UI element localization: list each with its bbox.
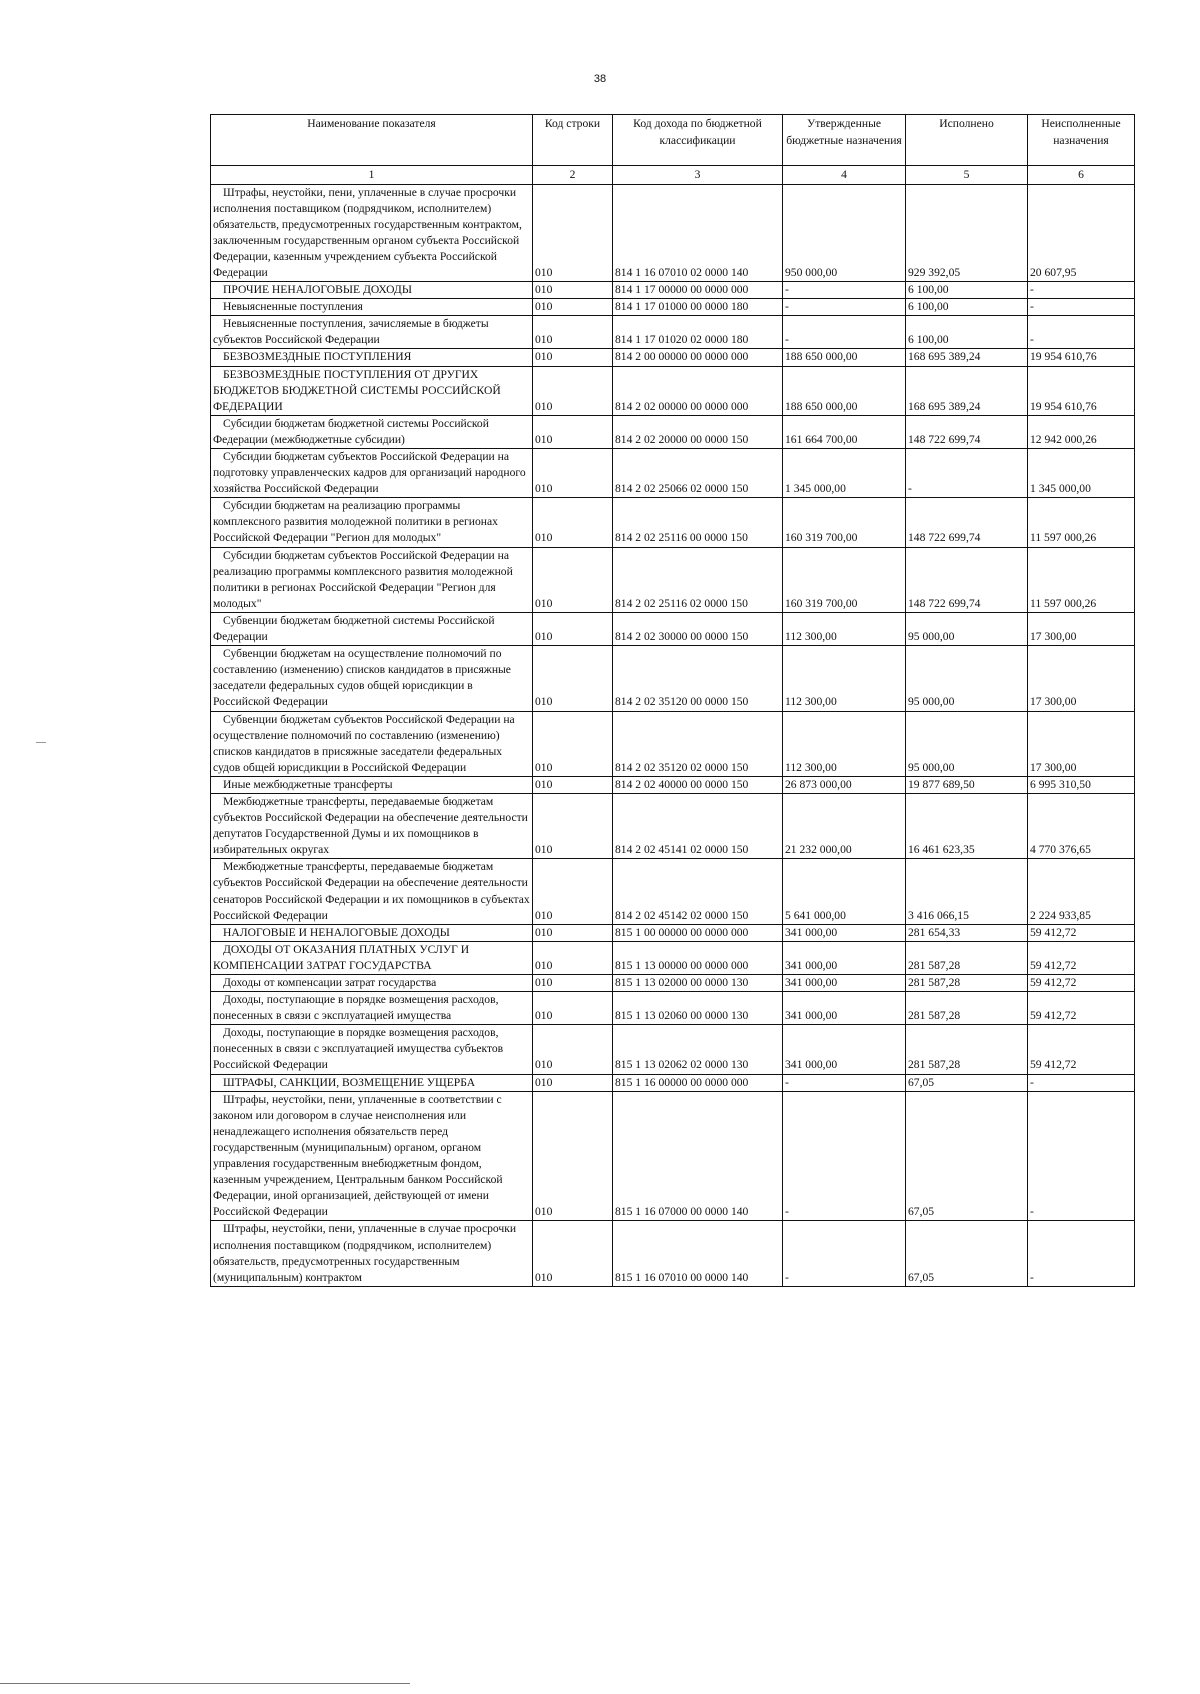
- row-name: [211, 1091, 533, 1221]
- row-line-code: 010: [533, 299, 613, 316]
- row-executed: 95 000,00: [906, 711, 1028, 776]
- header-row: [211, 115, 1135, 166]
- row-executed: 6 100,00: [906, 282, 1028, 299]
- row-line-code: 010: [533, 924, 613, 941]
- table-row: [211, 282, 1135, 299]
- table-row: [211, 924, 1135, 941]
- row-name: [211, 282, 533, 299]
- row-name-text: Штрафы, неустойки, пени, уплаченные в соответствии с законом или договором в случае неисполнения или ненадлежащего исполнения обязательств перед государственным (муниципальным) органом, органом управления государственным внебюджетным фондом, казенным учреждением, Центральным банком Российской Федерации, иной организацией, действующей от имени Российской Федерации: [213, 1092, 503, 1219]
- row-line-code: 010: [533, 646, 613, 711]
- row-name: [211, 776, 533, 793]
- row-approved: -: [783, 1074, 906, 1091]
- row-executed: 16 461 623,35: [906, 793, 1028, 858]
- column-number-row: [211, 166, 1135, 185]
- row-name-text: Субвенции бюджетам бюджетной системы Российской Федерации: [213, 613, 495, 644]
- row-unexecuted: 20 607,95: [1028, 184, 1135, 282]
- row-name-text: Субвенции бюджетам субъектов Российской Федерации на осуществление полномочий по составлению (изменению) списков кандидатов в присяжные заседатели федеральных судов общей юрисдикции в Российской Федерации: [213, 712, 515, 774]
- table-row: [211, 1074, 1135, 1091]
- table-row: [211, 859, 1135, 924]
- row-approved: 341 000,00: [783, 1025, 906, 1074]
- row-approved: -: [783, 282, 906, 299]
- row-approved: -: [783, 1091, 906, 1221]
- row-name-text: Субсидии бюджетам на реализацию программы комплексного развития молодежной политики в регионах Российской Федерации "Регион для молодых": [213, 499, 498, 545]
- row-executed: 148 722 699,74: [906, 415, 1028, 448]
- row-line-code: 010: [533, 711, 613, 776]
- row-approved: 341 000,00: [783, 941, 906, 974]
- table-row: [211, 992, 1135, 1025]
- row-approved: -: [783, 316, 906, 349]
- row-unexecuted: 19 954 610,76: [1028, 366, 1135, 415]
- row-name-text: БЕЗВОЗМЕЗДНЫЕ ПОСТУПЛЕНИЯ ОТ ДРУГИХ БЮДЖЕТОВ БЮДЖЕТНОЙ СИСТЕМЫ РОССИЙСКОЙ ФЕДЕРАЦИИ: [213, 367, 501, 413]
- row-line-code: 010: [533, 992, 613, 1025]
- row-name: [211, 793, 533, 858]
- row-name: [211, 975, 533, 992]
- table-row: [211, 646, 1135, 711]
- row-executed: 929 392,05: [906, 184, 1028, 282]
- row-income-code: 815 1 00 00000 00 0000 000: [613, 924, 783, 941]
- scan-artifact: [0, 1683, 410, 1684]
- row-approved: 26 873 000,00: [783, 776, 906, 793]
- row-unexecuted: -: [1028, 1091, 1135, 1221]
- row-executed: 19 877 689,50: [906, 776, 1028, 793]
- table-row: [211, 184, 1135, 282]
- row-unexecuted: 17 300,00: [1028, 646, 1135, 711]
- row-approved: 21 232 000,00: [783, 793, 906, 858]
- row-unexecuted: -: [1028, 1074, 1135, 1091]
- row-name-text: БЕЗВОЗМЕЗДНЫЕ ПОСТУПЛЕНИЯ: [223, 350, 412, 364]
- column-header: Код дохода по бюджетной классификации: [613, 115, 783, 166]
- row-approved: 160 319 700,00: [783, 498, 906, 547]
- row-name-text: ДОХОДЫ ОТ ОКАЗАНИЯ ПЛАТНЫХ УСЛУГ И КОМПЕНСАЦИИ ЗАТРАТ ГОСУДАРСТВА: [213, 942, 470, 972]
- table-row: [211, 612, 1135, 645]
- row-line-code: 010: [533, 1025, 613, 1074]
- row-approved: 341 000,00: [783, 924, 906, 941]
- row-approved: 188 650 000,00: [783, 349, 906, 366]
- table-row: [211, 349, 1135, 366]
- row-line-code: 010: [533, 975, 613, 992]
- row-executed: 148 722 699,74: [906, 547, 1028, 612]
- row-name-text: Межбюджетные трансферты, передаваемые бюджетам субъектов Российской Федерации на обеспечение деятельности депутатов Государственной Думы и их помощников в избирательных округах: [213, 794, 528, 857]
- row-name-text: Субвенции бюджетам на осуществление полномочий по составлению (изменению) списков кандидатов в присяжные заседатели федеральных судов общей юрисдикции в Российской Федерации: [213, 647, 511, 709]
- row-income-code: 814 2 02 45141 02 0000 150: [613, 793, 783, 858]
- row-income-code: 814 2 02 30000 00 0000 150: [613, 612, 783, 645]
- row-name: [211, 1221, 533, 1286]
- table-row: [211, 366, 1135, 415]
- row-income-code: 815 1 13 02062 02 0000 130: [613, 1025, 783, 1074]
- report-body: [211, 184, 1135, 1286]
- income-report-table: [210, 114, 1135, 1287]
- row-approved: 950 000,00: [783, 184, 906, 282]
- row-name-text: Доходы, поступающие в порядке возмещения расходов, понесенных в связи с эксплуатацией имущества: [213, 993, 499, 1023]
- row-income-code: 815 1 13 00000 00 0000 000: [613, 941, 783, 974]
- table-row: [211, 975, 1135, 992]
- row-line-code: 010: [533, 449, 613, 498]
- row-income-code: 814 1 17 00000 00 0000 000: [613, 282, 783, 299]
- row-income-code: 814 1 17 01000 00 0000 180: [613, 299, 783, 316]
- row-name: [211, 415, 533, 448]
- table-row: [211, 316, 1135, 349]
- row-executed: 168 695 389,24: [906, 349, 1028, 366]
- row-executed: 281 587,28: [906, 1025, 1028, 1074]
- row-line-code: 010: [533, 1074, 613, 1091]
- column-number: 3: [613, 166, 783, 185]
- row-income-code: 814 2 00 00000 00 0000 000: [613, 349, 783, 366]
- row-line-code: 010: [533, 776, 613, 793]
- row-name: [211, 711, 533, 776]
- row-income-code: 814 1 17 01020 02 0000 180: [613, 316, 783, 349]
- row-executed: 95 000,00: [906, 612, 1028, 645]
- row-approved: 188 650 000,00: [783, 366, 906, 415]
- row-executed: 67,05: [906, 1091, 1028, 1221]
- row-unexecuted: -: [1028, 282, 1135, 299]
- row-unexecuted: 59 412,72: [1028, 941, 1135, 974]
- row-income-code: 814 1 16 07010 02 0000 140: [613, 184, 783, 282]
- column-number: 4: [783, 166, 906, 185]
- row-executed: 6 100,00: [906, 299, 1028, 316]
- row-executed: 95 000,00: [906, 646, 1028, 711]
- row-line-code: 010: [533, 1221, 613, 1286]
- row-name: [211, 299, 533, 316]
- row-name: [211, 498, 533, 547]
- row-line-code: 010: [533, 941, 613, 974]
- row-unexecuted: 12 942 000,26: [1028, 415, 1135, 448]
- row-name: [211, 449, 533, 498]
- row-executed: 281 587,28: [906, 992, 1028, 1025]
- column-number: 1: [211, 166, 533, 185]
- table-row: [211, 299, 1135, 316]
- table-row: [211, 415, 1135, 448]
- row-unexecuted: -: [1028, 299, 1135, 316]
- row-name-text: Субсидии бюджетам субъектов Российской Федерации на реализацию программы комплексного развития молодежной политики в регионах Российской Федерации "Регион для молодых": [213, 548, 513, 610]
- row-name-text: НАЛОГОВЫЕ И НЕНАЛОГОВЫЕ ДОХОДЫ: [223, 925, 450, 939]
- table-row: [211, 547, 1135, 612]
- row-name: [211, 316, 533, 349]
- row-unexecuted: 6 995 310,50: [1028, 776, 1135, 793]
- table-row: [211, 1025, 1135, 1074]
- row-executed: 67,05: [906, 1074, 1028, 1091]
- row-income-code: 814 2 02 00000 00 0000 000: [613, 366, 783, 415]
- row-name-text: Невыясненные поступления, зачисляемые в бюджеты субъектов Российской Федерации: [213, 317, 489, 347]
- row-unexecuted: -: [1028, 316, 1135, 349]
- row-executed: 281 587,28: [906, 941, 1028, 974]
- row-line-code: 010: [533, 316, 613, 349]
- column-header: Код строки: [533, 115, 613, 166]
- row-income-code: 814 2 02 25116 02 0000 150: [613, 547, 783, 612]
- column-number: 2: [533, 166, 613, 185]
- row-name: [211, 547, 533, 612]
- row-executed: 3 416 066,15: [906, 859, 1028, 924]
- row-line-code: 010: [533, 859, 613, 924]
- row-executed: 67,05: [906, 1221, 1028, 1286]
- row-line-code: 010: [533, 547, 613, 612]
- row-approved: 112 300,00: [783, 646, 906, 711]
- row-line-code: 010: [533, 415, 613, 448]
- table-row: [211, 449, 1135, 498]
- row-income-code: 815 1 13 02000 00 0000 130: [613, 975, 783, 992]
- row-income-code: 814 2 02 35120 00 0000 150: [613, 646, 783, 711]
- row-unexecuted: 1 345 000,00: [1028, 449, 1135, 498]
- row-name: [211, 992, 533, 1025]
- row-unexecuted: 17 300,00: [1028, 612, 1135, 645]
- row-approved: 161 664 700,00: [783, 415, 906, 448]
- scan-artifact: [36, 742, 46, 743]
- row-line-code: 010: [533, 184, 613, 282]
- row-unexecuted: 59 412,72: [1028, 992, 1135, 1025]
- row-approved: 112 300,00: [783, 612, 906, 645]
- row-unexecuted: 59 412,72: [1028, 975, 1135, 992]
- row-name: [211, 924, 533, 941]
- row-executed: 6 100,00: [906, 316, 1028, 349]
- row-name-text: Доходы, поступающие в порядке возмещения расходов, понесенных в связи с эксплуатацией имущества субъектов Российской Федерации: [213, 1026, 504, 1072]
- row-name: [211, 646, 533, 711]
- row-income-code: 814 2 02 35120 02 0000 150: [613, 711, 783, 776]
- row-unexecuted: 59 412,72: [1028, 924, 1135, 941]
- row-name: [211, 1025, 533, 1074]
- row-approved: -: [783, 1221, 906, 1286]
- row-line-code: 010: [533, 282, 613, 299]
- row-line-code: 010: [533, 498, 613, 547]
- table-row: [211, 1221, 1135, 1286]
- row-executed: 281 654,33: [906, 924, 1028, 941]
- row-income-code: 814 2 02 40000 00 0000 150: [613, 776, 783, 793]
- row-line-code: 010: [533, 793, 613, 858]
- row-name: [211, 612, 533, 645]
- column-header: Наименование показателя: [211, 115, 533, 166]
- column-header: Неисполненные назначения: [1028, 115, 1135, 166]
- row-name: [211, 941, 533, 974]
- row-unexecuted: 2 224 933,85: [1028, 859, 1135, 924]
- row-name-text: ШТРАФЫ, САНКЦИИ, ВОЗМЕЩЕНИЕ УЩЕРБА: [223, 1075, 476, 1089]
- row-unexecuted: 59 412,72: [1028, 1025, 1135, 1074]
- column-header: Исполнено: [906, 115, 1028, 166]
- page-number: 38: [593, 73, 607, 85]
- row-name-text: Иные межбюджетные трансферты: [223, 777, 393, 791]
- row-unexecuted: 17 300,00: [1028, 711, 1135, 776]
- table-row: [211, 1091, 1135, 1221]
- table-row: [211, 776, 1135, 793]
- row-name-text: ПРОЧИЕ НЕНАЛОГОВЫЕ ДОХОДЫ: [223, 283, 412, 297]
- row-name: [211, 184, 533, 282]
- row-income-code: 815 1 13 02060 00 0000 130: [613, 992, 783, 1025]
- row-name-text: Штрафы, неустойки, пени, уплаченные в случае просрочки исполнения поставщиком (подрядчиком, исполнителем) обязательств, предусмотренных государственным контрактом, заключенным государственным органом субъекта Российской Федерации, казенным учреждением субъекта Российской Федерации: [213, 185, 522, 279]
- row-income-code: 814 2 02 20000 00 0000 150: [613, 415, 783, 448]
- row-executed: 281 587,28: [906, 975, 1028, 992]
- row-approved: 341 000,00: [783, 992, 906, 1025]
- table-row: [211, 498, 1135, 547]
- row-approved: -: [783, 299, 906, 316]
- row-income-code: 815 1 16 00000 00 0000 000: [613, 1074, 783, 1091]
- row-name-text: Доходы от компенсации затрат государства: [223, 976, 437, 989]
- row-approved: 112 300,00: [783, 711, 906, 776]
- row-line-code: 010: [533, 1091, 613, 1221]
- row-income-code: 814 2 02 25066 02 0000 150: [613, 449, 783, 498]
- row-approved: 341 000,00: [783, 975, 906, 992]
- row-line-code: 010: [533, 366, 613, 415]
- row-name-text: Штрафы, неустойки, пени, уплаченные в случае просрочки исполнения поставщиком (подрядчиком, исполнителем) обязательств, предусмотренных государственным (муниципальным) контрактом: [213, 1222, 517, 1284]
- row-approved: 1 345 000,00: [783, 449, 906, 498]
- row-name: [211, 349, 533, 366]
- row-line-code: 010: [533, 612, 613, 645]
- row-name: [211, 1074, 533, 1091]
- row-executed: 148 722 699,74: [906, 498, 1028, 547]
- row-unexecuted: 11 597 000,26: [1028, 498, 1135, 547]
- row-name: [211, 366, 533, 415]
- column-number: 5: [906, 166, 1028, 185]
- row-name-text: Субсидии бюджетам бюджетной системы Российской Федерации (межбюджетные субсидии): [213, 416, 489, 446]
- row-unexecuted: 11 597 000,26: [1028, 547, 1135, 612]
- row-name-text: Субсидии бюджетам субъектов Российской Федерации на подготовку управленческих кадров для организаций народного хозяйства Российской Федерации: [213, 450, 526, 496]
- row-approved: 5 641 000,00: [783, 859, 906, 924]
- table-row: [211, 711, 1135, 776]
- column-header: Утвержденные бюджетные назначения: [783, 115, 906, 166]
- column-number: 6: [1028, 166, 1135, 185]
- row-executed: -: [906, 449, 1028, 498]
- row-name-text: Невыясненные поступления: [223, 300, 363, 314]
- row-approved: 160 319 700,00: [783, 547, 906, 612]
- row-executed: 168 695 389,24: [906, 366, 1028, 415]
- row-unexecuted: -: [1028, 1221, 1135, 1286]
- table-row: [211, 793, 1135, 858]
- row-income-code: 814 2 02 45142 02 0000 150: [613, 859, 783, 924]
- row-income-code: 815 1 16 07000 00 0000 140: [613, 1091, 783, 1221]
- row-name-text: Межбюджетные трансферты, передаваемые бюджетам субъектов Российской Федерации на обеспечение деятельности сенаторов Российской Федерации и их помощников в субъектах Российской Федерации: [213, 860, 530, 922]
- row-income-code: 814 2 02 25116 00 0000 150: [613, 498, 783, 547]
- row-unexecuted: 19 954 610,76: [1028, 349, 1135, 366]
- row-line-code: 010: [533, 349, 613, 366]
- row-unexecuted: 4 770 376,65: [1028, 793, 1135, 858]
- row-name: [211, 859, 533, 924]
- table-row: [211, 941, 1135, 974]
- row-income-code: 815 1 16 07010 00 0000 140: [613, 1221, 783, 1286]
